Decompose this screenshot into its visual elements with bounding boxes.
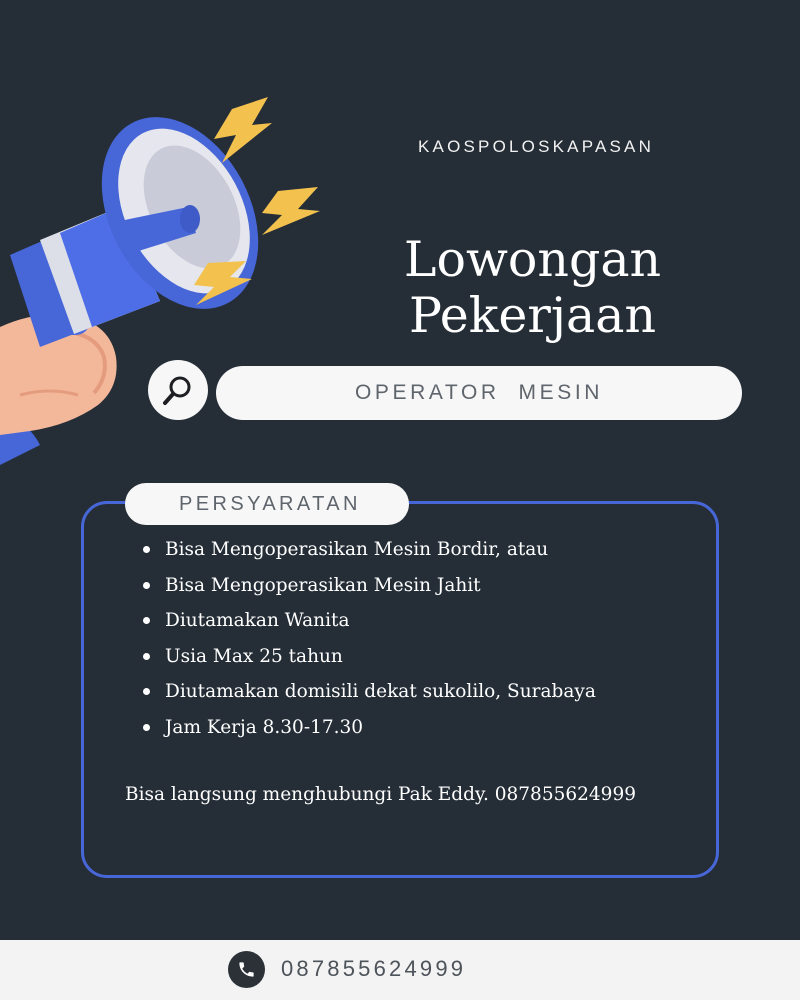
- headline-line-1: Lowongan: [403, 231, 662, 288]
- list-item: Usia Max 25 tahun: [142, 639, 596, 675]
- list-item: Bisa Mengoperasikan Mesin Bordir, atau: [142, 532, 596, 568]
- list-item: Diutamakan Wanita: [142, 603, 596, 639]
- requirements-list: [142, 532, 596, 745]
- search-badge: [148, 360, 208, 420]
- contact-note: Bisa langsung menghubungi Pak Eddy. 087855624999: [125, 784, 636, 805]
- requirements-title: PERSYARATAN: [125, 483, 409, 525]
- list-item: Diutamakan domisili dekat sukolilo, Surabaya: [142, 674, 596, 710]
- phone-icon: [237, 960, 256, 979]
- brand-name: KAOSPOLOSKAPASAN: [418, 137, 655, 156]
- list-item: Jam Kerja 8.30-17.30: [142, 710, 596, 746]
- headline-line-2: Pekerjaan: [408, 287, 657, 344]
- list-item: Bisa Mengoperasikan Mesin Jahit: [142, 568, 596, 604]
- magnifier-icon: [160, 372, 196, 408]
- position-title: OPERATOR MESIN: [216, 366, 742, 420]
- footer-phone-number[interactable]: 087855624999: [281, 956, 467, 981]
- headline: [360, 232, 705, 344]
- phone-badge: [228, 951, 265, 988]
